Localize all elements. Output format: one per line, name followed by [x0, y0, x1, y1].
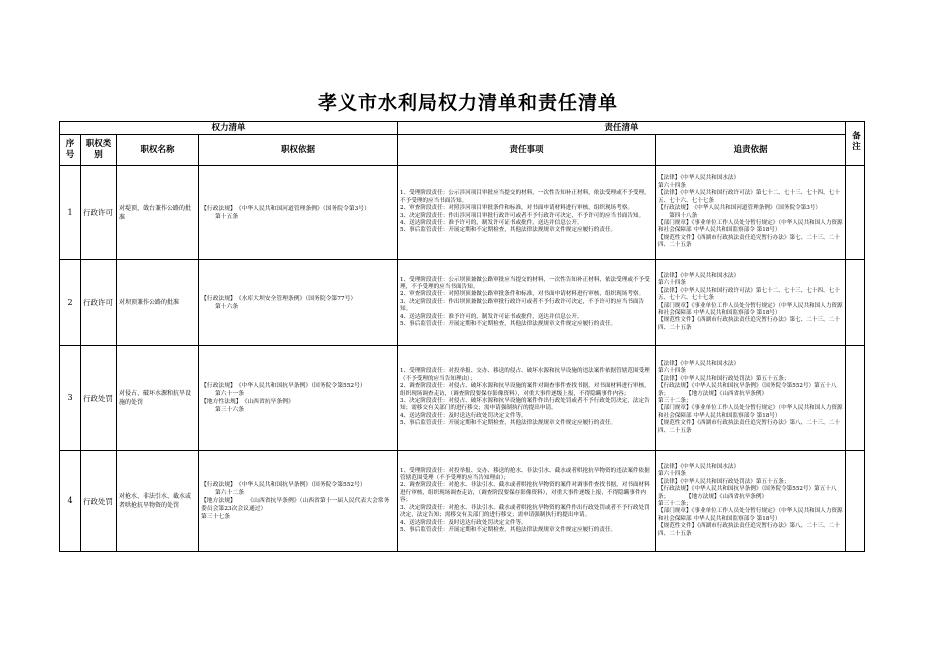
table-row	[60, 166, 865, 260]
group-header-row	[60, 122, 865, 135]
remark-cell	[846, 166, 865, 260]
accountability-cell: 【法律】《中华人民共和国水法》 第六十四条 【法律】《中华人民共和国行政处罚法》第五十五条； 【行政法规】《中华人民共和国抗旱条例》（国务院令第552号）第五十八条； 【地方法规】《山西省抗旱条例》 第三十二条； 【部门规章】《事业单位工作人员处分暂行规定》（中华人民共和国人力资源和社会保障部 中华人民共和国监察部令 第18号） 【规范性文件】《西湖市行政执法责任追究暂行办法》第八、二十三、二十四、二十五条	[656, 346, 846, 451]
name-cell: 对堤顶、戗台兼作公路的批准	[117, 166, 199, 260]
accountability-cell: 【法律】《中华人民共和国水法》 第六十四条 【法律】《中华人民共和国行政处罚法》第五十五条； 【行政法规】《中华人民共和国抗旱条例》（国务院令第552号）第五十八条； 【地方法规】《山西省抗旱条例》 第三十二条； 【部门规章】《事业单位工作人员处分暂行规定》（中华人民共和国人力资源和社会保障部 中华人民共和国监察部令 第18号） 【规范性文件】《西湖市行政执法责任追究暂行办法》第八、二十三、二十四、二十五条	[656, 451, 846, 552]
power-responsibility-table	[59, 121, 865, 552]
name-cell: 对抢水、非法引水、截水或者哄抢抗旱物资的处罚	[117, 451, 199, 552]
duty-cell: 1、受理阶段责任：对投举报、交办、移送的侵占、破坏水源和抗旱设施的违法案件依据管辖范围受理（不予受理的应当告知理由）； 2、调查阶段责任：对侵占、破坏水源和抗旱设施的案件对调查事件查找书据，对书面材料进行审核，组织现场调查走访，（调查阶段要保存影像资料），对重大事件逐级上报，不得隐瞒事件内容； 3、决定阶段责任：对侵占、破坏水源和抗旱设施的案件作出行政处罚或者不予行政处罚决定，法定告知；需移交有关部门的进行移交；需申请强制执行的提出申请。 4、送达阶段责任：及时送达行政处罚决定文件等。 5、事后监管责任：开展定期和不定期检查，其他法律法规规章文件规定应履行的责任。	[398, 346, 656, 451]
category-header: 职权类别	[81, 135, 117, 166]
name-cell: 对坝顶兼作公路的批准	[117, 260, 199, 346]
group-responsibility-header: 责任清单	[398, 122, 846, 135]
basis-cell: 【行政法规】 《中华人民共和国河道管理条例》（国务院令第3号） 第十五条	[199, 166, 398, 260]
page-title: 孝义市水利局权力清单和责任清单	[317, 92, 618, 114]
accountability-header: 追责依据	[656, 135, 846, 166]
duty-cell: 1、受理阶段责任：公示涉河项目审批应当提交的材料，一次性告知补正材料，依法受理或不予受理，不予受理的应当书面告知。 2、审查阶段责任：对照涉河项目审批条件和标准，对书面申请材料进行审核，组织现场考察。 3、决定阶段责任：作出涉河项目审批行政许可或者不予行政许可决定，不予许可的应当书面告知。 4、送达阶段责任：准予许可的，制发许可证书或批件，送达并信息公开。 5、事后监管责任：开展定期和不定期检查，其他法律法规规章文件规定应履行的责任。	[398, 166, 656, 260]
name-cell: 对侵占、破坏水源和抗旱设施的处罚	[117, 346, 199, 451]
group-power-header: 权力清单	[60, 122, 398, 135]
category-cell: 行政许可	[81, 166, 117, 260]
table-row	[60, 346, 865, 451]
table-row	[60, 451, 865, 552]
accountability-cell: 【法律】《中华人民共和国水法》 第六十四条 【法律】《中华人民共和国行政许可法》第七十二、七十三、七十四、七十五、七十六、七十七条 【部门规章】《事业单位工作人员处分暂行规定》（中华人民共和国人力资源和社会保障部 中华人民共和国监察部令 第18号） 【规范性文件】《西湖市行政执法责任追究暂行办法》第七、二十三、二十四、二十五条	[656, 260, 846, 346]
seq-header: 序号	[60, 135, 81, 166]
basis-cell: 【行政法规】 《水库大坝安全管理条例》（国务院令第77号） 第十六条	[199, 260, 398, 346]
name-header: 职权名称	[117, 135, 199, 166]
duty-cell: 1、受理阶段责任：公示坝顶兼做公路审批应当提交的材料，一次性告知补正材料，依法受理或不予受理，不予受理的应当书面告知。 2、审查阶段责任：对照坝顶兼做公路审批条件和标准，对书面申请材料进行审核，组织现场考察。 3、决定阶段责任：作出坝顶兼做公路审批行政许可或者不予行政许可决定，不予许可的应当书面告知。 4、送达阶段责任：准予许可的，制发许可证书或批件，送达并信息公开。 5、事后监管责任：开展定期和不定期检查，其他法律法规规章文件规定应履行的责任。	[398, 260, 656, 346]
basis-cell: 【行政法规】 《中华人民共和国抗旱条例》（国务院令第552号） 第六十一条 【地方性法规】 《山西省抗旱条例》 第三十六条	[199, 346, 398, 451]
basis-header: 职权依据	[199, 135, 398, 166]
remark-cell	[846, 451, 865, 552]
remark-cell	[846, 346, 865, 451]
duty-header: 责任事项	[398, 135, 656, 166]
table-row	[60, 260, 865, 346]
remark-cell	[846, 260, 865, 346]
seq-cell: 4	[60, 451, 81, 552]
column-header-row	[60, 135, 865, 166]
accountability-cell: 【法律】《中华人民共和国水法》 第六十四条 【法律】《中华人民共和国行政许可法》第七十二、七十三、七十四、七十五、七十六、七十七条 【行政法规】 《中华人民共和国河道管理条例》（国务院令第3号） 第四十八条 【部门规章】《事业单位工作人员处分暂行规定》（中华人民共和国人力资源和社会保障部 中华人民共和国监察部令 第18号） 【规范性文件】《西湖市行政执法责任追究暂行办法》第七、二十三、二十四、二十五条	[656, 166, 846, 260]
category-cell: 行政许可	[81, 260, 117, 346]
duty-cell: 1、受理阶段责任：对投举报、交办、移送的抢水、非法引水、截水或者哄抢抗旱物资的违法案件依据管辖范围受理（不予受理的应当告知理由）； 2、调查阶段责任：对抢水、非法引水、截水或者哄抢抗旱物资的案件对调事件查找书据，对书面材料进行审核，组织现场调查走访，（调查阶段要保存影像资料），对重大事件逐级上报，不得隐瞒事件内容； 3、决定阶段责任：对抢水、非法引水、截水或者哄抢抗旱物资的案件作出行政处罚或者不予行政处罚决定，法定告知；需移交有关部门的进行移交；需申请强制执行的提出申请。 4、送达阶段责任：及时送达行政处罚决定文件等。 5、事后监管责任：开展定期和不定期检查，其他法律法规规章文件规定应履行的责任。	[398, 451, 656, 552]
seq-cell: 2	[60, 260, 81, 346]
seq-cell: 3	[60, 346, 81, 451]
category-cell: 行政处罚	[81, 346, 117, 451]
category-cell: 行政处罚	[81, 451, 117, 552]
basis-cell: 【行政法规】 《中华人民共和国抗旱条例》（国务院令第552号） 第六十二条 【地方法规】 《山西省抗旱条例》（山西省第十一届人民代表大会常务委员会第23次会议通过） 第三十七条	[199, 451, 398, 552]
remark-header: 备注	[846, 122, 865, 166]
seq-cell: 1	[60, 166, 81, 260]
